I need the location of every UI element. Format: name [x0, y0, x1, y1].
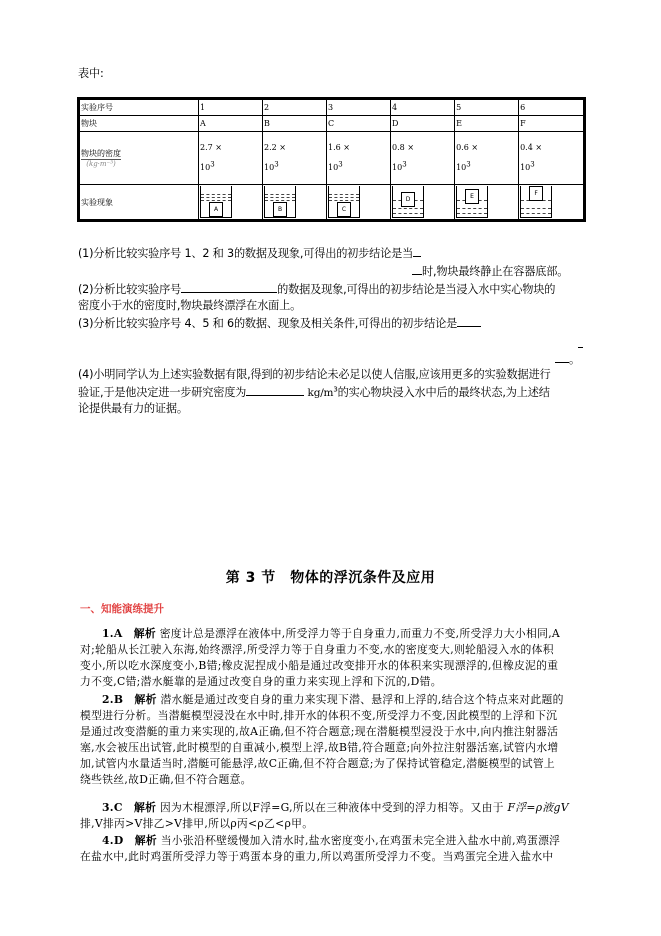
beaker-floor	[392, 217, 424, 218]
water-line	[265, 200, 295, 201]
cell-index: 5	[455, 99, 519, 116]
cell-block: B	[263, 116, 327, 132]
table-row-index	[79, 99, 585, 116]
cell-density: 2.7 × $10^3$	[199, 132, 263, 185]
block-C: C	[337, 202, 351, 217]
cell-phenomenon	[455, 185, 519, 221]
beaker-wall	[200, 186, 201, 218]
row-header-index: 实验序号	[79, 99, 199, 116]
answer-blank-3b[interactable]	[578, 347, 583, 348]
answer-blank-3c[interactable]	[555, 351, 569, 363]
beaker-wall	[359, 186, 360, 218]
water-line	[393, 213, 423, 214]
cell-block: D	[391, 116, 455, 132]
beaker-wall	[231, 186, 232, 218]
cell-block: F	[519, 116, 585, 132]
block-B: B	[273, 202, 287, 217]
cell-density: 0.8 × $10^3$	[391, 132, 455, 185]
beaker-floor	[200, 217, 232, 218]
cell-phenomenon	[199, 185, 263, 221]
block-A: A	[209, 202, 223, 217]
beaker-wall	[551, 186, 552, 218]
cell-block: A	[199, 116, 263, 132]
cell-index: 1	[199, 99, 263, 116]
density-label: 物块的密度 (kg·m⁻³)	[81, 149, 121, 168]
question-1-line-1: (1)分析比较实验序号 1、2 和 3的数据及现象,可得出的初步结论是当	[78, 245, 421, 262]
cell-phenomenon	[327, 185, 391, 221]
beaker-diagram	[264, 186, 296, 218]
answer-3: 3.C 解析 因为木棍漂浮,所以F浮=G,所以在三种液体中受到的浮力相等。又由于 F浮=ρ液gV 排,V排丙>V排乙>V排甲,所以ρ丙<ρ乙<ρ甲。	[80, 801, 569, 830]
answer-1: 1.A 解析 密度计总是漂浮在液体中,所受浮力等于自身重力,而重力不变,所受浮力大小相同,A 对;轮船从长江驶入东海,始终漂浮,所受浮力等于自身重力不变,水的密度变大,则轮船浸入水的体积 变小,所以吃水深度变小,B错;橡皮泥捏成小船是通过改变排开水的体积来实现漂浮的,但橡皮泥的重 力不变,C错;潜水艇靠的是通过改变自身的重力来实现上浮和下沉的,D错。	[80, 627, 561, 688]
water-line	[457, 208, 487, 209]
question-4-line-1: (4)小明同学认为上述实验数据有限,得到的初步结论未必足以使人信服,应该用更多的实验数据进行	[78, 368, 551, 381]
question-4-line-3: 论提供最有力的证据。	[78, 402, 188, 415]
beaker-diagram	[456, 186, 488, 218]
water-line	[201, 200, 231, 201]
table-intro: 表中:	[78, 67, 104, 80]
block-E: E	[465, 189, 479, 204]
cell-density: 0.6 × $10^3$	[455, 132, 519, 185]
beaker-diagram	[520, 186, 552, 218]
question-2-line-1: (2)分析比较实验序号 的数据及现象,可得出的初步结论是当浸入水中实心物块的	[78, 283, 556, 296]
answer-blank-1b[interactable]	[412, 263, 422, 275]
cell-block: C	[327, 116, 391, 132]
row-header-density	[79, 132, 199, 185]
row-header-block: 物块	[79, 116, 199, 132]
water-line	[329, 200, 359, 201]
water-line	[201, 194, 231, 195]
water-line	[329, 194, 359, 195]
water-line	[521, 213, 551, 214]
answer-blank-3a[interactable]	[457, 315, 481, 327]
water-line	[201, 197, 231, 198]
section-title: 第 3 节 物体的浮沉条件及应用	[225, 570, 436, 586]
beaker-wall	[264, 186, 265, 218]
beaker-floor	[328, 217, 360, 218]
block-F: F	[529, 186, 543, 201]
beaker-floor	[456, 217, 488, 218]
row-header-phenomenon: 实验现象	[79, 185, 199, 221]
cell-block: E	[455, 116, 519, 132]
answer-2: 2.B 解析 潜水艇是通过改变自身的重力来实现下潜、悬浮和上浮的,结合这个特点来对此题的 模型进行分析。当潜艇模型浸没在水中时,排开水的体积不变,所受浮力不变,因此模型的上浮和下沉 是通过改变潜艇的重力来实现的,故A正确,但不符合题意;现在潜艇模型浸没于水中,向内推注射器活 塞,水会被压出试管,此时模型的自重减小,模型上浮,故B错,符合题意;向外拉注射器活塞,试管内水增 加,试管内水量适当时,潜艇可能悬浮,故C正确,但不符合题意;为了保持试管稳定,潜艇模型的试管上 绕些铁丝,故D正确,但不符合题意。	[80, 693, 564, 786]
water-line	[521, 208, 551, 209]
beaker-diagram	[200, 186, 232, 218]
answer-blank-1a[interactable]	[413, 245, 421, 257]
question-4-line-2: 验证,于是他决定进一步研究密度为 $kg/m^3$的实心物块浸入水中后的最终状态,为上述结	[78, 385, 550, 399]
experiment-table	[77, 97, 586, 222]
water-line	[329, 197, 359, 198]
beaker-floor	[264, 217, 296, 218]
cell-index: 6	[519, 99, 585, 116]
water-line	[265, 197, 295, 198]
table-row-phenomenon	[79, 185, 585, 221]
cell-density: 2.2 × $10^3$	[263, 132, 327, 185]
table-row-block	[79, 116, 585, 132]
question-1-line-2: 时,物块最终静止在容器底部。	[412, 263, 568, 280]
cell-index: 4	[391, 99, 455, 116]
water-line	[265, 194, 295, 195]
question-2-line-2: 密度小于水的密度时,物块最终漂浮在水面上。	[78, 299, 302, 312]
question-3-line-1: (3)分析比较实验序号 4、5 和 6的数据、现象及相关条件,可得出的初步结论是	[78, 315, 481, 332]
table-row-density	[79, 132, 585, 185]
beaker-wall	[328, 186, 329, 218]
answer-blank-4[interactable]	[246, 384, 304, 396]
cell-density: 1.6 × $10^3$	[327, 132, 391, 185]
beaker-wall	[295, 186, 296, 218]
cell-phenomenon	[263, 185, 327, 221]
beaker-wall	[487, 186, 488, 218]
block-D: D	[401, 192, 415, 207]
cell-phenomenon	[519, 185, 585, 221]
water-line	[457, 213, 487, 214]
water-line	[393, 208, 423, 209]
cell-density: 0.4 × $10^3$	[519, 132, 585, 185]
question-3-line-end: 。	[555, 351, 580, 368]
beaker-floor	[520, 217, 552, 218]
cell-index: 2	[263, 99, 327, 116]
cell-phenomenon	[391, 185, 455, 221]
cell-index: 3	[327, 99, 391, 116]
section-heading: 一、知能演练提升	[80, 603, 164, 615]
beaker-wall	[423, 186, 424, 218]
beaker-diagram	[392, 186, 424, 218]
answer-4: 4.D 解析 当小张沿杯壁缓慢加入清水时,盐水密度变小,在鸡蛋未完全进入盐水中前,鸡蛋漂浮 在盐水中,此时鸡蛋所受浮力等于鸡蛋本身的重力,所以鸡蛋所受浮力不变。当鸡蛋完全进入盐水中	[80, 834, 561, 863]
beaker-diagram	[328, 186, 360, 218]
answer-blank-2[interactable]	[181, 281, 277, 293]
